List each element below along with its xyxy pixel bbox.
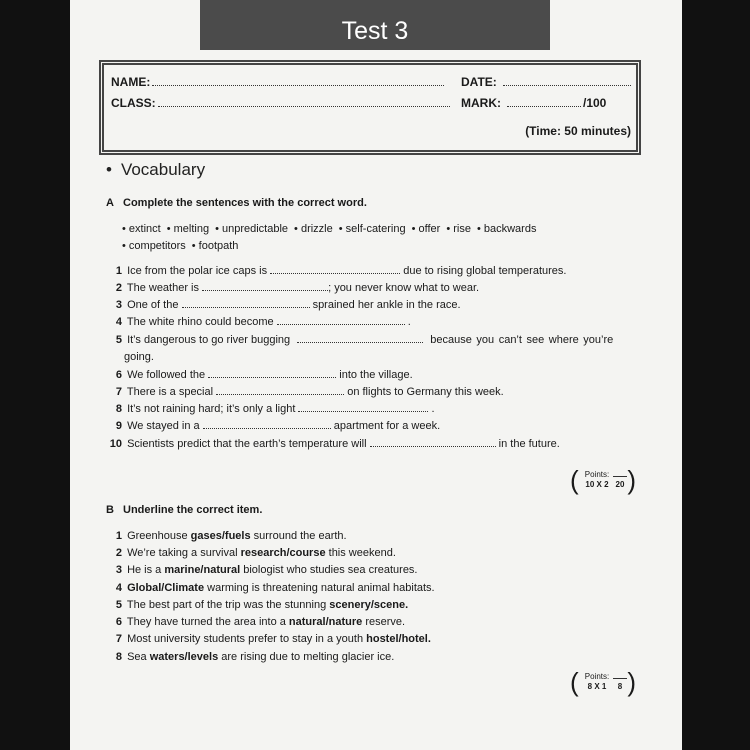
choice-options[interactable]: gases/fuels: [190, 530, 251, 542]
exercise-letter: B: [106, 504, 114, 516]
points-label: Points:: [584, 470, 610, 479]
choice-options[interactable]: hostel/hotel.: [366, 633, 431, 645]
word-bank-item: • rise: [446, 223, 471, 235]
exercise-letter: A: [106, 197, 114, 209]
question-item: [104, 265, 566, 277]
choice-options[interactable]: marine/natural: [164, 564, 241, 576]
test-title: Test 3: [200, 0, 550, 50]
question-text: There is a special: [126, 386, 214, 398]
question-text-end: this weekend.: [325, 547, 396, 559]
points-total: 20: [615, 480, 625, 489]
answer-blank[interactable]: [370, 438, 496, 447]
question-number: 8: [115, 651, 122, 663]
fraction-line: [613, 476, 627, 477]
question-text: One of the: [127, 299, 179, 311]
word-bank-item: • extinct: [122, 223, 161, 235]
word-bank-item: • self-catering: [338, 223, 406, 235]
question-text: The best part of the trip was the stunning: [126, 599, 330, 611]
question-text-end: ; you never know what to wear.: [328, 282, 480, 294]
answer-blank[interactable]: [298, 403, 428, 412]
question-item: [104, 582, 435, 594]
question-text: We followed the: [127, 369, 206, 381]
question-text-end: surround the earth.: [250, 530, 347, 542]
question-item: [104, 316, 411, 328]
question-number: 7: [115, 633, 122, 645]
section-bullet: •: [106, 160, 112, 179]
question-number: 10: [109, 438, 122, 450]
student-info-box: [102, 63, 638, 152]
question-number: 5: [115, 334, 122, 346]
word-bank-item: • unpredictable: [215, 223, 289, 235]
question-item: [104, 282, 479, 294]
mark-total: /100: [583, 96, 607, 110]
answer-blank[interactable]: [203, 420, 331, 429]
date-row: [461, 75, 631, 89]
date-field[interactable]: [503, 76, 631, 86]
question-number: 3: [115, 299, 122, 311]
question-number: 1: [115, 530, 122, 542]
question-number: 2: [115, 547, 122, 559]
answer-blank[interactable]: [297, 334, 423, 343]
question-number: 6: [115, 616, 122, 628]
section-heading: [106, 160, 205, 180]
question-text-end: .: [431, 403, 435, 415]
question-text: They have turned the area into a: [126, 616, 289, 628]
question-item: [104, 599, 408, 611]
question-number: 7: [115, 386, 122, 398]
class-field[interactable]: [158, 97, 450, 107]
word-bank-item: • drizzle: [294, 223, 333, 235]
word-bank-item: • backwards: [476, 223, 537, 235]
name-row: [111, 75, 444, 89]
question-text: Greenhouse: [127, 530, 191, 542]
date-label: DATE:: [461, 75, 497, 89]
points-total: 8: [617, 682, 623, 691]
name-label: NAME:: [111, 75, 151, 89]
question-text: Most university students prefer to stay in a youth: [127, 633, 367, 645]
question-text-end: sprained her ankle in the race.: [312, 299, 461, 311]
question-text: He is a: [127, 564, 165, 576]
answer-blank[interactable]: [216, 386, 344, 395]
question-text-end: .: [407, 316, 411, 328]
word-bank-row-1: [122, 223, 542, 235]
points-calc: 8 X 1: [587, 682, 607, 691]
question-text: Scientists predict that the earth’s temperature will: [127, 438, 367, 450]
exercise-b-title: [106, 504, 262, 516]
time-limit: (Time: 50 minutes): [525, 124, 631, 138]
question-text: The white rhino could become: [126, 316, 274, 328]
mark-row: [461, 96, 606, 110]
worksheet-page: [70, 0, 682, 750]
question-text-end: into the village.: [339, 369, 413, 381]
name-field[interactable]: [152, 76, 444, 86]
question-text: Sea: [127, 651, 150, 663]
question-item: [104, 403, 435, 415]
word-bank-item: • competitors: [122, 240, 186, 252]
class-row: [111, 96, 450, 110]
question-text-end: due to rising global temperatures.: [403, 265, 567, 277]
question-number: 5: [115, 599, 122, 611]
question-text: We stayed in a: [127, 420, 200, 432]
mark-label: MARK:: [461, 96, 501, 110]
points-box-a: ( Points: 10 X 2 20 ): [570, 465, 636, 495]
choice-options[interactable]: research/course: [240, 547, 326, 559]
class-label: CLASS:: [111, 96, 156, 110]
question-number: 4: [115, 316, 122, 328]
answer-blank[interactable]: [270, 265, 400, 274]
points-calc: 10 X 2: [585, 480, 609, 489]
word-bank-item: • melting: [166, 223, 210, 235]
question-text-end: reserve.: [362, 616, 406, 628]
answer-blank[interactable]: [208, 369, 336, 378]
choice-options[interactable]: natural/nature: [288, 616, 363, 628]
question-continuation: going.: [124, 351, 154, 363]
question-item: [104, 438, 560, 450]
fraction-line: [613, 678, 627, 679]
answer-blank[interactable]: [202, 282, 328, 291]
question-item: [104, 633, 431, 645]
word-bank-item: • footpath: [191, 240, 239, 252]
question-number: 6: [115, 369, 122, 381]
question-text-end: on flights to Germany this week.: [347, 386, 504, 398]
exercise-instruction: Underline the correct item.: [123, 504, 263, 516]
answer-blank[interactable]: [277, 316, 405, 325]
question-item: [104, 547, 396, 559]
question-text-end: biologist who studies sea creatures.: [240, 564, 418, 576]
question-item: [104, 420, 440, 432]
question-text-end: because you can’t see where you’re: [430, 334, 614, 346]
question-item: [104, 616, 405, 628]
points-box-b: ( Points: 8 X 1 8 ): [570, 667, 636, 697]
points-label: Points:: [584, 672, 610, 681]
question-text: It’s not raining hard; it’s only a light: [127, 403, 296, 415]
exercise-a-title: [106, 197, 367, 209]
question-text-end: warming is threatening natural animal habitats.: [204, 582, 435, 594]
question-item: [104, 299, 461, 311]
question-number: 2: [115, 282, 122, 294]
question-item: [104, 386, 504, 398]
section-title: Vocabulary: [120, 160, 206, 179]
question-text: Ice from the polar ice caps is: [127, 265, 268, 277]
question-number: 1: [115, 265, 122, 277]
choice-options[interactable]: waters/levels: [149, 651, 219, 663]
exercise-instruction: Complete the sentences with the correct word.: [123, 197, 367, 209]
mark-field[interactable]: [507, 97, 581, 107]
choice-options[interactable]: scenery/scene.: [329, 599, 409, 611]
question-text-end: apartment for a week.: [333, 420, 441, 432]
question-number: 3: [115, 564, 122, 576]
answer-blank[interactable]: [182, 299, 310, 308]
question-number: 8: [115, 403, 122, 415]
word-bank-row-2: [122, 240, 244, 252]
question-item: [104, 651, 394, 663]
question-item: [104, 564, 418, 576]
choice-options[interactable]: Global/Climate: [127, 582, 205, 594]
question-text: We’re taking a survival: [127, 547, 241, 559]
question-text: It’s dangerous to go river bugging: [127, 334, 291, 346]
question-number: 4: [115, 582, 122, 594]
question-number: 9: [115, 420, 122, 432]
word-bank-item: • offer: [411, 223, 441, 235]
question-item: [104, 334, 613, 346]
question-text-end: are rising due to melting glacier ice.: [218, 651, 395, 663]
question-text: The weather is: [126, 282, 200, 294]
question-item: [104, 530, 347, 542]
question-text-end: in the future.: [498, 438, 560, 450]
question-item: [104, 369, 413, 381]
